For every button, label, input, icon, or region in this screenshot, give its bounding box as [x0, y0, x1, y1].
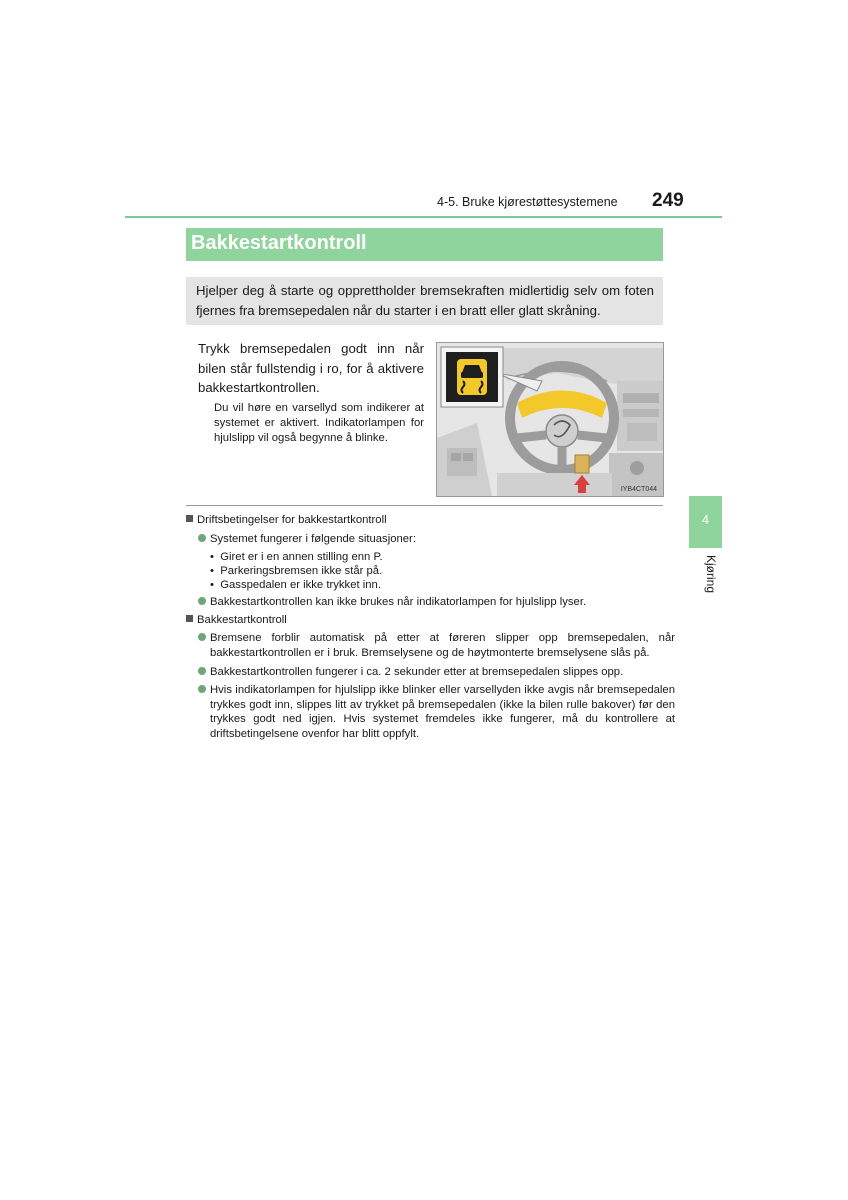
list-item: Systemet fungerer i følgende situasjoner:	[198, 532, 663, 547]
skid-indicator-icon	[457, 359, 487, 395]
circle-bullet-icon	[198, 667, 206, 675]
figure-code: IYB4CT044	[620, 486, 657, 493]
square-bullet-icon	[186, 515, 193, 522]
sub-list-item: • Parkeringsbremsen ikke står på.	[210, 565, 383, 577]
chapter-tab[interactable]	[689, 496, 722, 548]
intro-box	[186, 277, 663, 325]
page-number: 249	[652, 190, 684, 211]
section-divider	[186, 505, 663, 506]
title-bar	[186, 228, 663, 261]
dashboard-drawing	[437, 343, 663, 496]
list-item: Hvis indikatorlampen for hjulslipp ikke blinker eller varsellyden ikke avgis når bremsepedalen trykkes godt inn, slippes litt av trykket på bremsepedalen (ikke la bilen rulle bakover) før den trykkes godt ned igjen. Hvis systemet fremdeles ikke fungerer, må du kontrollere at driftsbetingelsene ovenfor har blitt oppfylt.	[198, 683, 675, 741]
circle-bullet-icon	[198, 633, 206, 641]
instruction-text: Trykk bremsepedalen godt inn når bilen står fullstendig i ro, for å aktivere bakkestartkontrollen.	[198, 341, 424, 395]
header-divider	[125, 216, 722, 218]
circle-bullet-icon	[198, 597, 206, 605]
list-item: Bakkestartkontrollen fungerer i ca. 2 sekunder etter at bremsepedalen slippes opp.	[198, 665, 675, 680]
chapter-number: 4	[701, 512, 710, 527]
chapter-label: Kjøring	[704, 555, 718, 594]
circle-bullet-icon	[198, 534, 206, 542]
section-heading: Bakkestartkontroll	[186, 613, 287, 628]
circle-bullet-icon	[198, 685, 206, 693]
sub-list-item: • Gasspedalen er ikke trykket inn.	[210, 579, 381, 591]
intro-text: Hjelper deg å starte og opprettholder bremsekraften midlertidig selv om foten fjernes fra bremsepedalen når du starter i en bratt eller glatt skråning.	[196, 283, 654, 318]
square-bullet-icon	[186, 615, 193, 622]
list-item: Bakkestartkontrollen kan ikke brukes når indikatorlampen for hjulslipp lyser.	[198, 595, 663, 610]
page-title: Bakkestartkontroll	[191, 232, 367, 254]
dashboard-illustration	[436, 342, 664, 497]
sub-list-item: • Giret er i en annen stilling enn P.	[210, 551, 383, 563]
instruction-note: Du vil høre en varsellyd som indikerer at systemet er aktivert. Indikatorlampen for hjulslipp vil også begynne å blinke.	[214, 402, 424, 444]
header-section-title: 4-5. Bruke kjørestøttesystemene	[437, 195, 618, 209]
section-heading: Driftsbetingelser for bakkestartkontroll	[186, 513, 387, 528]
list-item: Bremsene forblir automatisk på etter at føreren slipper opp bremsepedalen, når bakkestartkontrollen er i bruk. Bremselysene og de høytmonterte bremselysene slås på.	[198, 631, 675, 660]
